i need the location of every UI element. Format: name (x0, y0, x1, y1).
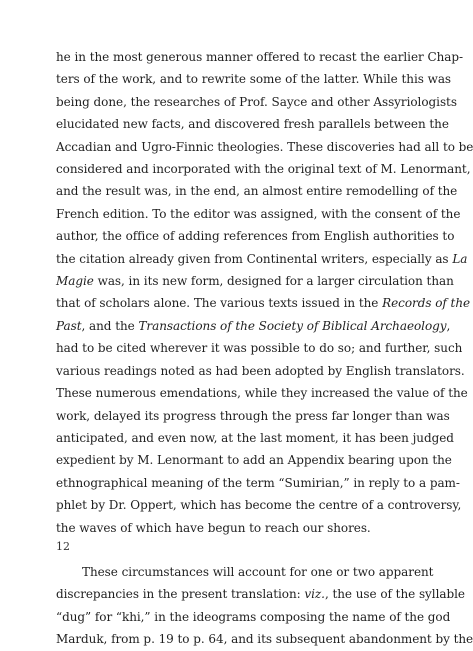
text-line (56, 203, 461, 225)
text-line (56, 382, 468, 404)
text-line (56, 248, 468, 270)
text-line (56, 158, 471, 180)
text-line (56, 46, 464, 68)
text-line (56, 472, 460, 494)
text-line (56, 427, 454, 449)
text-run: and the result was, in the end, an almost entire remodelling of the (56, 184, 458, 199)
text-run: he in the most generous manner offered to recast the earlier Chap- (56, 50, 464, 64)
text-run: the waves of which have begun to reach our shores. (56, 520, 371, 535)
text-line (56, 113, 449, 135)
text-run: French edition. To the editor was assigned, with the consent of the (56, 206, 461, 221)
text-line (56, 628, 473, 650)
text-run: was, in its new form, designed for a larger circulation than (93, 274, 454, 289)
text-run: These circumstances will account for one or two apparent (82, 564, 434, 579)
paragraph-1 (56, 46, 473, 539)
text-run: various readings noted as had been adopted by English translators. (56, 363, 465, 378)
text-line (56, 517, 371, 539)
paragraph-2 (56, 561, 473, 651)
text-run: author, the office of adding references from English authorities to (56, 229, 455, 244)
text-line (56, 405, 450, 427)
italic-text: Magie (56, 274, 94, 289)
text-line (56, 606, 451, 628)
text-run: elucidated new facts, and discovered fresh parallels between the (56, 117, 449, 132)
text-run: the citation already given from Continental writers, especially as (56, 251, 453, 266)
text-run: phlet by Dr. Oppert, which has become the centre of a controversy, (56, 498, 462, 513)
text-run: being done, the researches of Prof. Sayce and other Assyriologists (56, 94, 457, 109)
text-line (56, 91, 457, 113)
text-run: considered and incorporated with the original text of M. Lenormant, (56, 162, 471, 177)
text-run: “dug” for “khi,” in the ideograms composing the name of the god (56, 609, 451, 624)
text-run: had to be cited wherever it was possible to do so; and further, such (56, 341, 463, 356)
page-number: 12 (56, 540, 70, 553)
text-run: ters of the work, and to rewrite some of the latter. While this was (56, 72, 452, 87)
text-run: Marduk, from p. 19 to p. 64, and its subsequent abandonment by the (56, 632, 473, 647)
text-line (56, 180, 458, 202)
text-run: expedient by M. Lenormant to add an Appendix bearing upon the (56, 453, 452, 468)
paragraph-gap (56, 539, 360, 561)
italic-text: viz. (304, 587, 325, 602)
text-run: , and the (81, 318, 139, 333)
text-line (56, 583, 465, 605)
italic-text: La (452, 251, 468, 266)
text-line (56, 270, 454, 292)
text-run: , the use of the syllable (324, 587, 465, 602)
text-run: , (446, 318, 451, 333)
text-run: Accadian and Ugro-Finnic theologies. These discoveries had all to be (56, 139, 473, 154)
italic-text: Past (56, 318, 82, 333)
text-line (56, 292, 471, 314)
text-line (56, 561, 434, 583)
text-run: that of scholars alone. The various texts issued in the (56, 296, 383, 311)
text-run: discrepancies in the present translation: (56, 587, 305, 602)
italic-text: Records of the (382, 296, 471, 311)
text-line (56, 315, 451, 337)
text-line (56, 68, 452, 90)
body-text (56, 46, 473, 651)
text-run: ethnographical meaning of the term “Sumirian,” in reply to a pam- (56, 475, 460, 490)
text-run: anticipated, and even now, at the last moment, it has been judged (56, 430, 454, 445)
text-line (56, 449, 452, 471)
text-run: work, delayed its progress through the press far longer than was (56, 408, 450, 423)
italic-text: Transactions of the Society of Biblical Archaeology (138, 318, 447, 333)
text-line (56, 225, 455, 247)
text-line (56, 136, 473, 158)
text-line (56, 337, 463, 359)
text-line (56, 494, 462, 516)
text-line (56, 360, 465, 382)
text-run: These numerous emendations, while they increased the value of the (56, 386, 468, 401)
